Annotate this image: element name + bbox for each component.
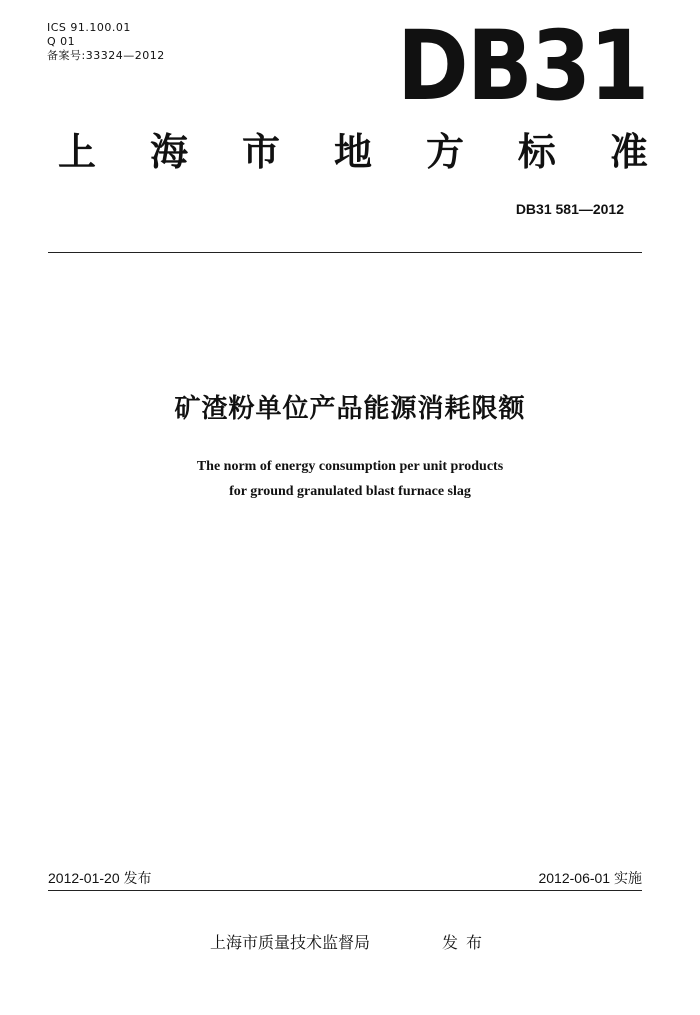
standard-category bbox=[58, 130, 648, 174]
top-divider bbox=[48, 252, 642, 253]
publisher-action: 发布 bbox=[441, 933, 490, 952]
bottom-divider bbox=[48, 890, 642, 891]
implementation-date: 2012-06-01 实施 bbox=[538, 870, 642, 886]
filing-number: 备案号:33324—2012 bbox=[47, 49, 165, 62]
title-english-line-1: The norm of energy consumption per unit products bbox=[196, 459, 504, 474]
publisher-name: 上海市质量技术监督局 bbox=[210, 933, 371, 952]
ics-code: ICS 91.100.01 bbox=[47, 21, 131, 34]
category-char: 地 bbox=[333, 129, 372, 174]
title-english-line-2: for ground granulated blast furnace slag bbox=[229, 484, 471, 499]
q-code: Q 01 bbox=[47, 35, 76, 48]
category-char: 海 bbox=[149, 129, 188, 174]
issue-date: 2012-01-20 发布 bbox=[48, 870, 152, 886]
category-char: 方 bbox=[425, 129, 464, 174]
category-char: 标 bbox=[517, 129, 556, 174]
category-char: 准 bbox=[609, 129, 648, 174]
category-char: 市 bbox=[241, 129, 280, 174]
category-char: 上 bbox=[58, 129, 97, 174]
standard-logo: DB31 bbox=[397, 10, 648, 122]
title-chinese: 矿渣粉单位产品能源消耗限额 bbox=[174, 394, 526, 424]
standard-number: DB31 581—2012 bbox=[515, 201, 624, 217]
publisher bbox=[210, 930, 490, 953]
